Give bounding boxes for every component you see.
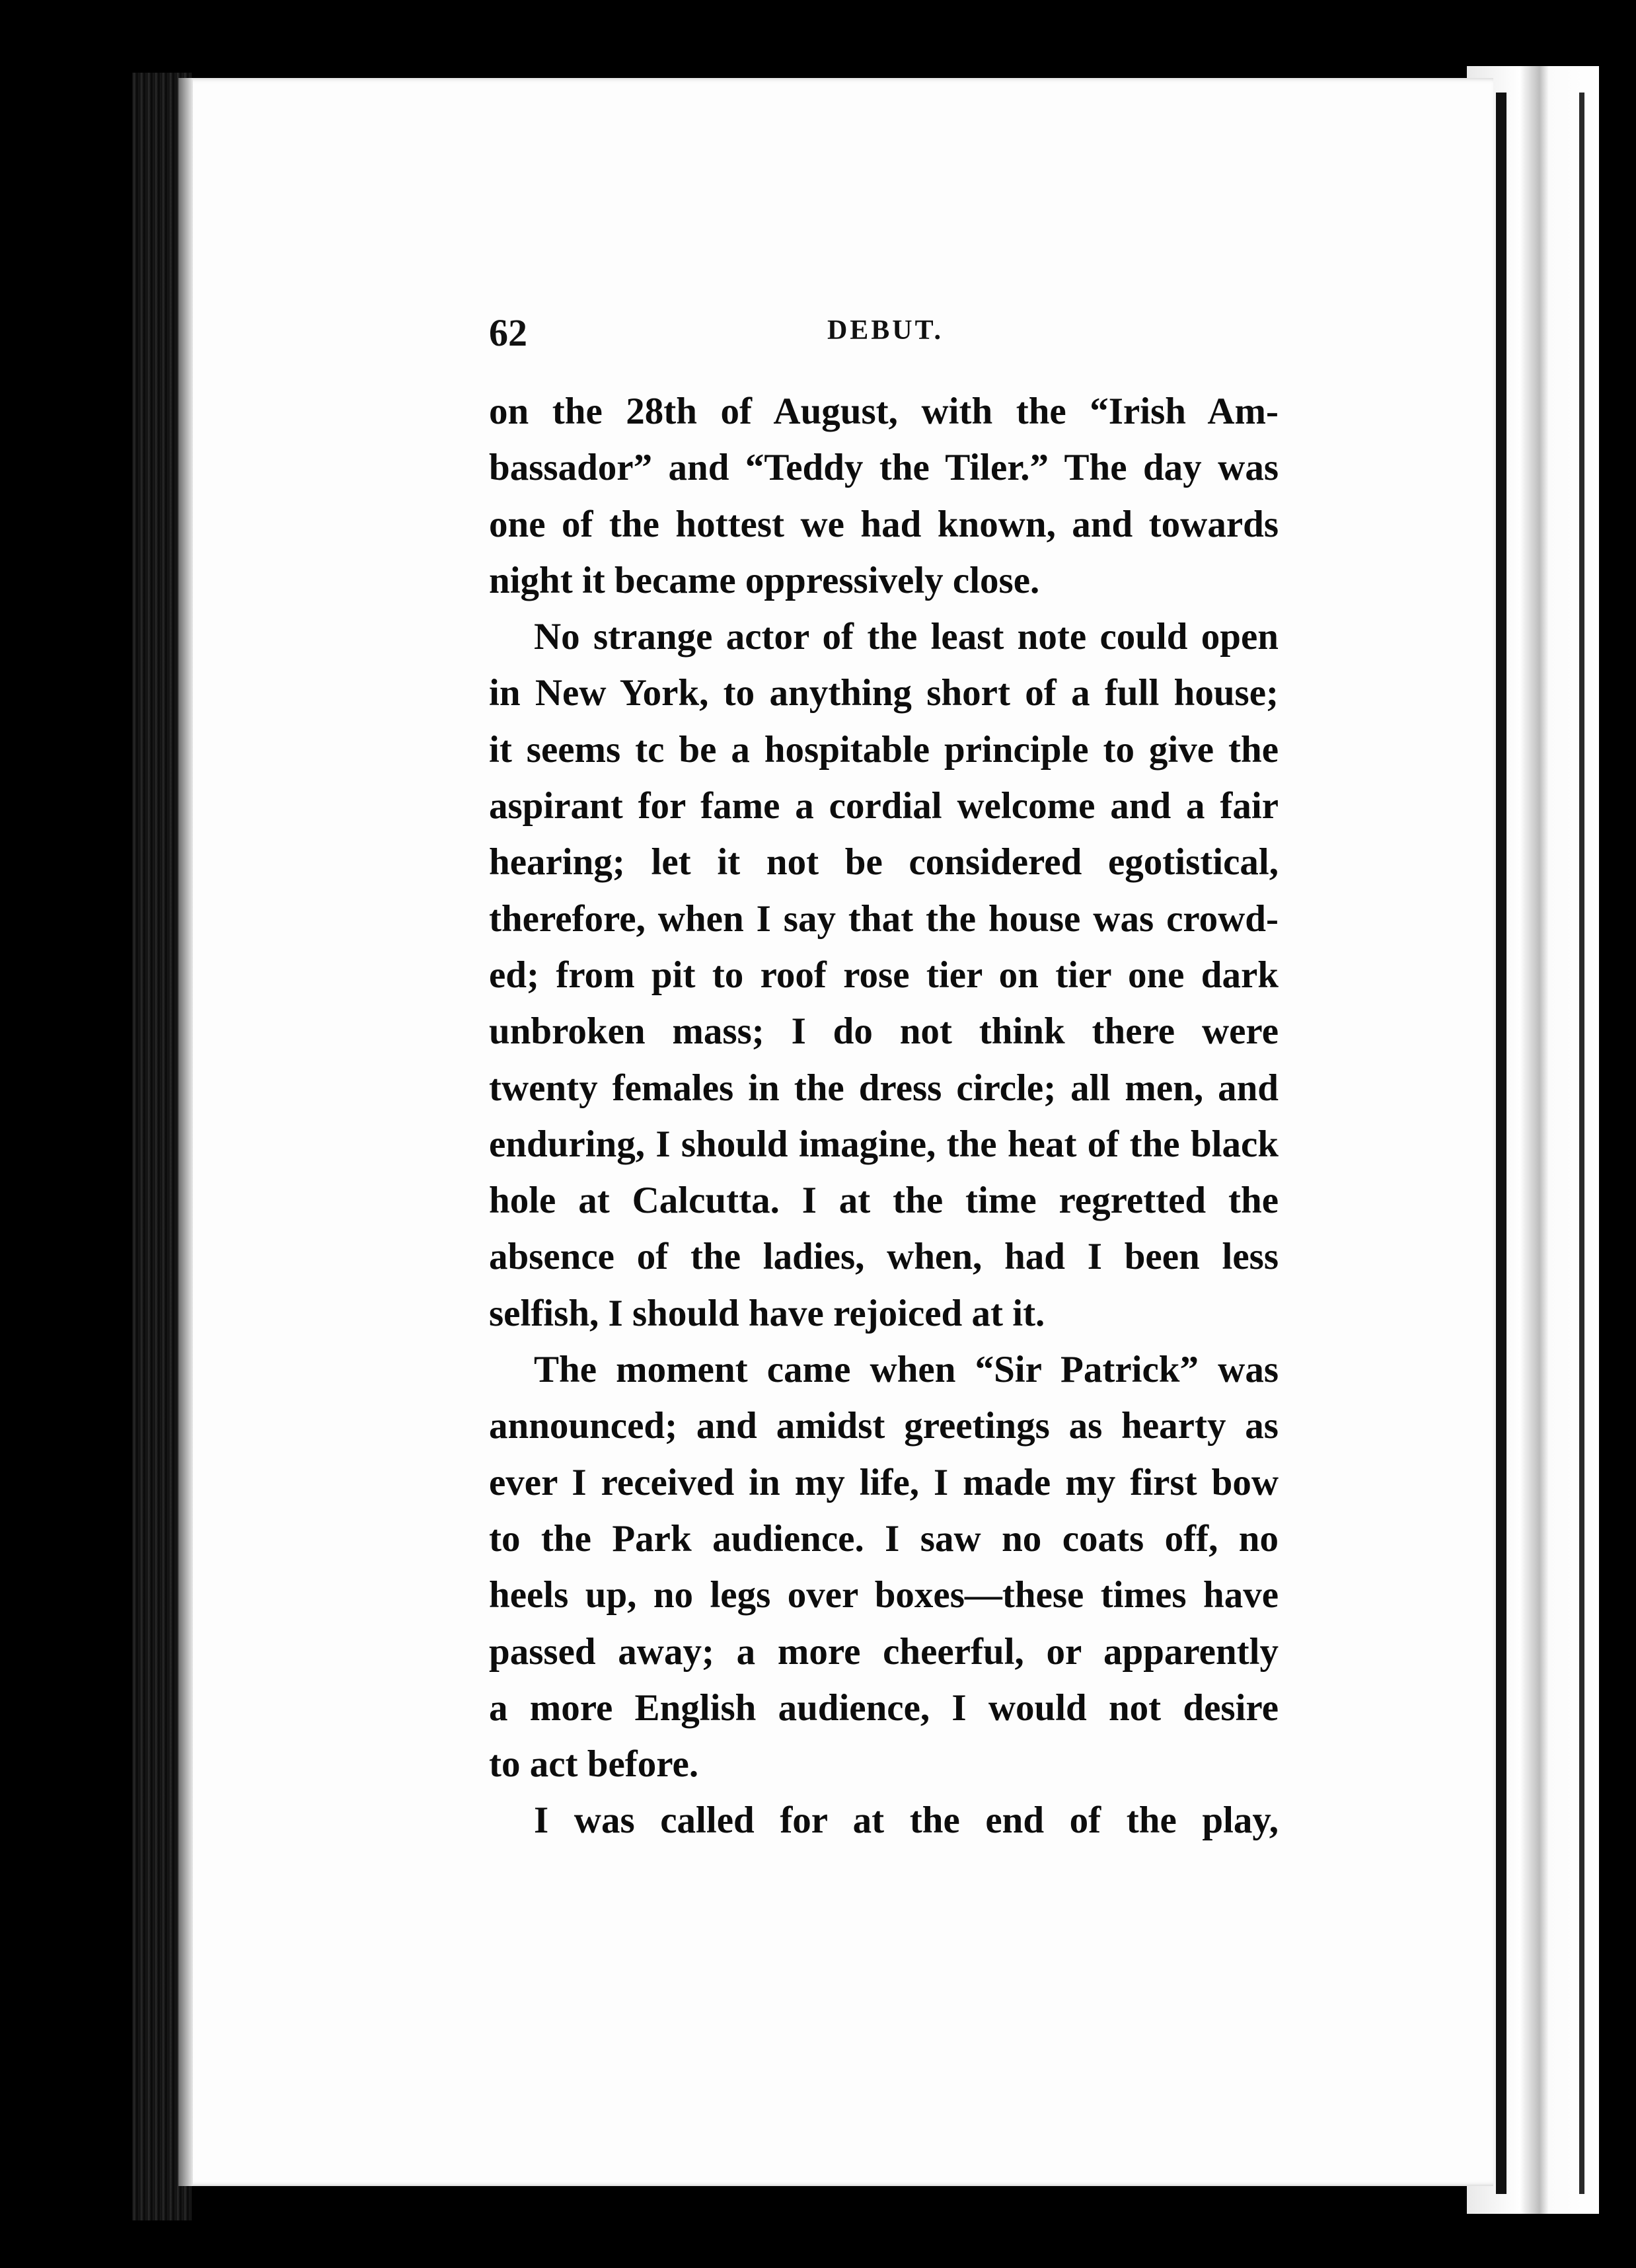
text-line: bassador” and “Teddy the Tiler.” The day was <box>489 447 1279 489</box>
text-line: absence of the ladies, when, had I been less <box>489 1236 1279 1278</box>
page-edge-line <box>1496 93 1506 2194</box>
body-text <box>489 383 1279 1849</box>
page-number: 62 <box>489 311 527 354</box>
text-line: night it became oppressively close. <box>489 559 1040 601</box>
text-line: a more English audience, I would not desire <box>489 1686 1279 1729</box>
text-line: No strange actor of the least note could open <box>534 616 1279 658</box>
text-line: one of the hottest we had known, and towards <box>489 503 1279 545</box>
page-edge-line <box>1579 93 1584 2194</box>
text-line: hearing; let it not be considered egotistical, <box>489 841 1279 884</box>
text-line: ed; from pit to roof rose tier on tier one dark <box>489 954 1279 996</box>
text-line: to act before. <box>489 1743 699 1786</box>
text-line: passed away; a more cheerful, or apparently <box>489 1630 1279 1673</box>
text-line: in New York, to anything short of a full house; <box>489 672 1279 714</box>
text-line: announced; and amidst greetings as hearty as <box>489 1405 1279 1447</box>
text-line: selfish, I should have rejoiced at it. <box>489 1292 1045 1334</box>
text-line: heels up, no legs over boxes—these times have <box>489 1574 1279 1616</box>
text-line: therefore, when I say that the house was crowd- <box>489 897 1279 940</box>
text-line: twenty females in the dress circle; all men, and <box>489 1067 1279 1109</box>
running-title: DEBUT. <box>827 315 944 346</box>
text-line: to the Park audience. I saw no coats off, no <box>489 1517 1279 1560</box>
running-head <box>489 311 1282 357</box>
text-line: The moment came when “Sir Patrick” was <box>534 1349 1279 1391</box>
text-line: enduring, I should imagine, the heat of the black <box>489 1123 1279 1165</box>
text-line: ever I received in my life, I made my first bow <box>489 1461 1279 1503</box>
text-line: unbroken mass; I do not think there were <box>489 1010 1279 1053</box>
text-line: I was called for at the end of the play, <box>534 1799 1279 1842</box>
text-line: on the 28th of August, with the “Irish Am- <box>489 391 1279 432</box>
page-gutter <box>178 78 193 2186</box>
text-line: it seems tc be a hospitable principle to give the <box>489 728 1279 771</box>
text-line: aspirant for fame a cordial welcome and a fair <box>489 785 1279 827</box>
text-line: hole at Calcutta. I at the time regretted the <box>489 1180 1279 1222</box>
